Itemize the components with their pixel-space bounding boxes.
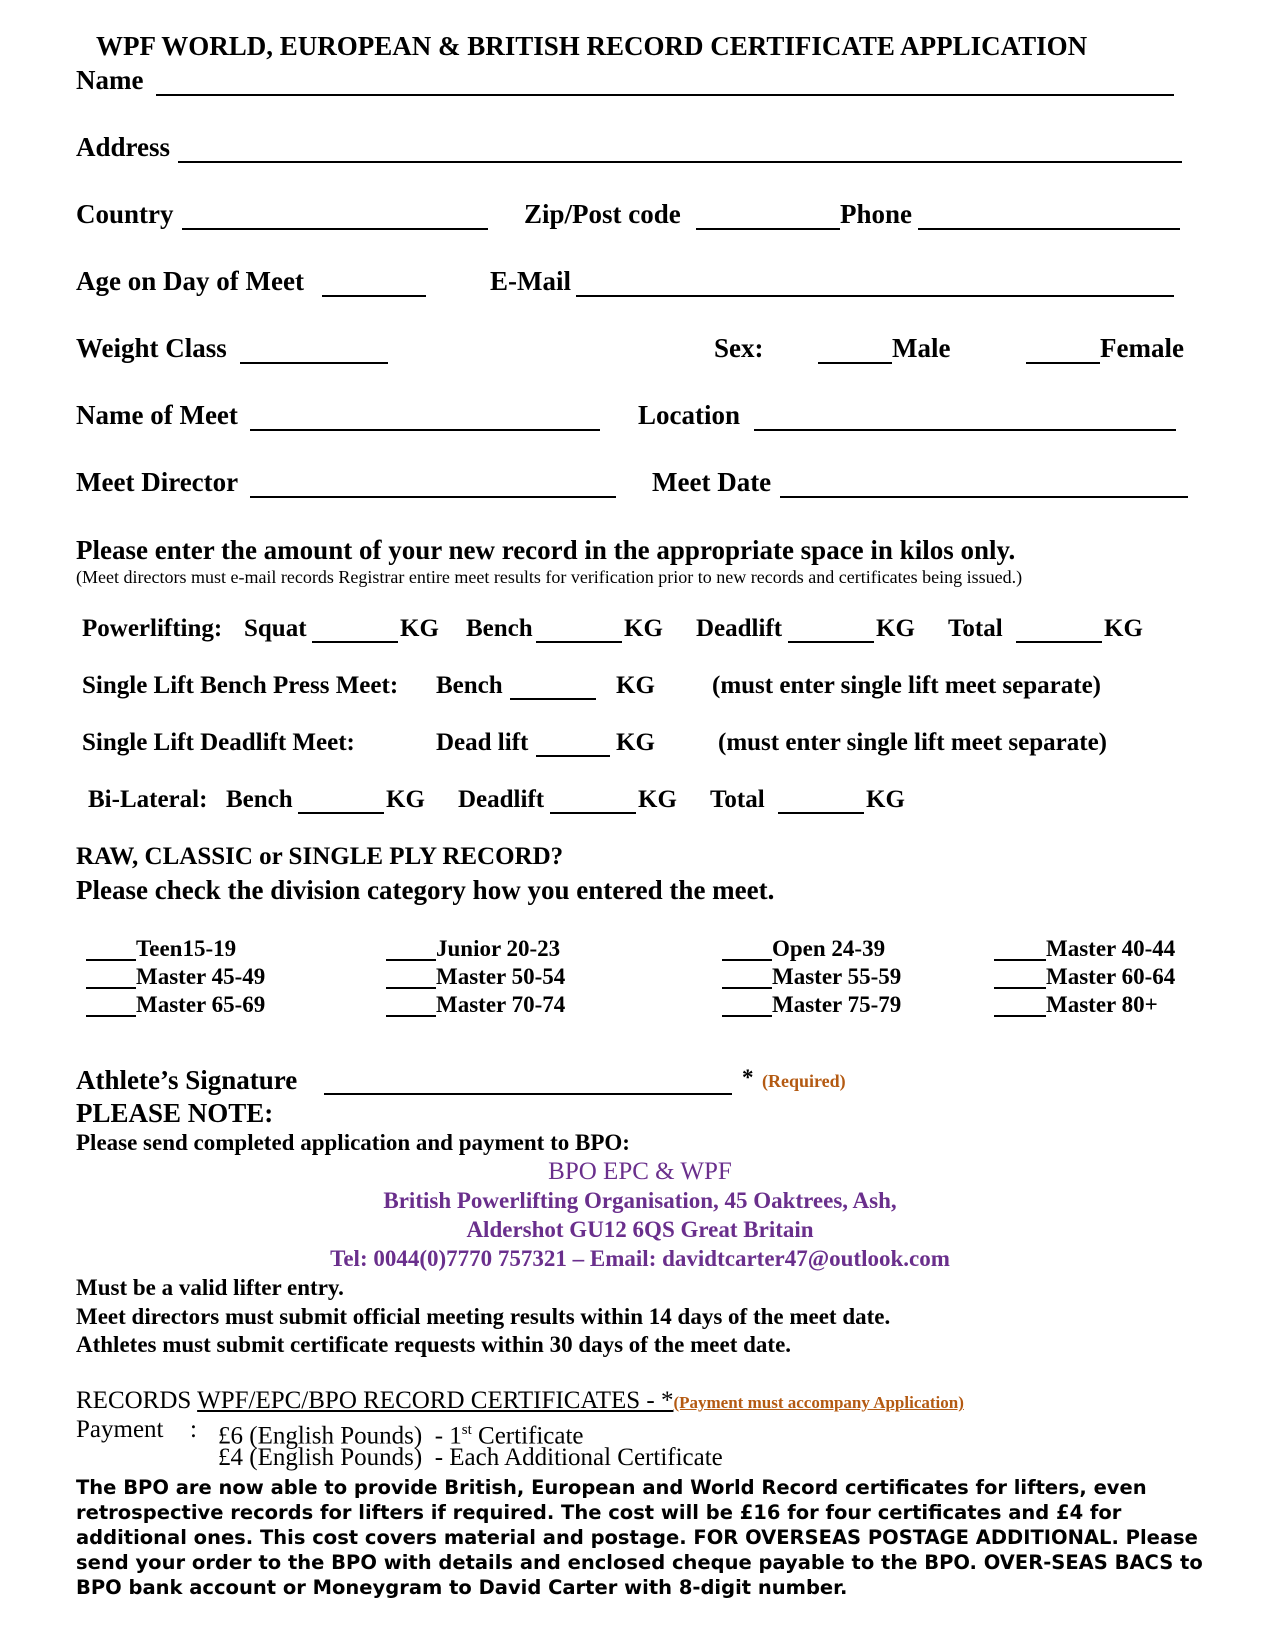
division-instruction: Please check the division category how you entered the meet. [76, 875, 775, 905]
payment-line-2 [218, 1443, 723, 1473]
pl-total-unit: KG [1104, 615, 1143, 642]
name-label: Name [76, 65, 144, 95]
sb-bench-field[interactable] [510, 698, 596, 700]
payment-label: Payment [76, 1416, 164, 1443]
pl-total-label: Total [948, 615, 1003, 642]
record-note: (Meet directors must e-mail records Registrar entire meet results for verification prior to new records and certificates being issued.) [76, 567, 1023, 587]
sd-deadlift-label: Dead lift [436, 729, 529, 756]
division-checkbox-line[interactable] [386, 959, 436, 961]
payment-2-desc: - Each Additional Certificate [434, 1444, 723, 1471]
bl-deadlift-unit: KG [638, 786, 677, 813]
phone-field[interactable] [918, 228, 1180, 230]
address-field[interactable] [178, 161, 1182, 163]
record-instruction: Please enter the amount of your new record in the appropriate space in kilos only. [76, 535, 1016, 565]
division-option-label: Master 70-74 [436, 992, 566, 1017]
pl-deadlift-unit: KG [876, 615, 915, 642]
sd-deadlift-unit: KG [616, 729, 655, 756]
division-checkbox-line[interactable] [86, 1015, 136, 1017]
signature-asterisk: * [742, 1065, 754, 1090]
signature-field[interactable] [324, 1093, 732, 1095]
squat-label: Squat [244, 615, 307, 642]
location-label: Location [638, 400, 741, 430]
single-deadlift-label: Single Lift Deadlift Meet: [82, 729, 355, 756]
division-checkbox-line[interactable] [722, 1015, 772, 1017]
pl-bench-label: Bench [466, 615, 533, 642]
age-field[interactable] [322, 295, 426, 297]
sex-label: Sex: [714, 333, 764, 363]
location-field[interactable] [754, 429, 1176, 431]
payment-2-amount: £4 (English Pounds) [218, 1444, 423, 1471]
division-option-label: Master 40-44 [1046, 936, 1176, 961]
division-option-label: Master 60-64 [1046, 964, 1176, 989]
division-checkbox-line[interactable] [86, 987, 136, 989]
weight-class-field[interactable] [240, 362, 388, 364]
division-question: RAW, CLASSIC or SINGLE PLY RECORD? [76, 843, 564, 870]
payment-1-desc-pre: - 1 [434, 1422, 462, 1450]
meet-name-field[interactable] [250, 429, 600, 431]
division-checkbox-line[interactable] [994, 987, 1046, 989]
please-note-heading: PLEASE NOTE: [76, 1098, 274, 1128]
payment-1-sup: st [461, 1422, 472, 1438]
pl-deadlift-field[interactable] [788, 641, 874, 643]
division-option-label: Master 55-59 [772, 964, 902, 989]
payment-1-amount: £6 (English Pounds) [218, 1422, 423, 1450]
bl-total-unit: KG [866, 786, 905, 813]
male-label: Male [892, 333, 951, 363]
country-label: Country [76, 199, 174, 229]
bl-bench-label: Bench [226, 786, 293, 813]
payment-paragraph: The BPO are now able to provide British, European and World Record certificates for lifters, even retrospective records for lifters if required. The cost will be £16 for four certificates and £4 for additional ones. This cost covers material and postage. FOR OVERSEAS POSTAGE ADDITIONAL. Please send your order to the BPO with details and enclosed cheque payable to the BPO. OVER-SEAS BACS to BPO bank account or Moneygram to David Carter with 8-digit number. [76, 1476, 1203, 1599]
division-option-label: Master 45-49 [136, 964, 266, 989]
meet-name-label: Name of Meet [76, 400, 238, 430]
division-option-label: Master 50-54 [436, 964, 566, 989]
female-checkbox-line[interactable] [1026, 362, 1100, 364]
division-option-label: Teen15-19 [136, 936, 237, 961]
phone-label: Phone [840, 199, 913, 229]
zip-field[interactable] [696, 228, 840, 230]
single-bench-label: Single Lift Bench Press Meet: [82, 672, 399, 699]
records-prefix: RECORDS [76, 1387, 198, 1414]
records-heading-text: WPF/EPC/BPO RECORD CERTIFICATES - * [197, 1387, 674, 1414]
signature-label: Athlete’s Signature [76, 1065, 298, 1095]
bl-total-field[interactable] [778, 812, 864, 814]
address-label: Address [76, 132, 171, 162]
zip-label: Zip/Post code [524, 199, 681, 229]
meet-date-field[interactable] [780, 496, 1188, 498]
weight-class-label: Weight Class [76, 333, 227, 363]
meet-director-label: Meet Director [76, 467, 239, 497]
division-checkbox-line[interactable] [994, 959, 1046, 961]
rule-athlete-submit: Athletes must submit certificate requests within 30 days of the meet date. [76, 1332, 792, 1357]
division-option-label: Master 65-69 [136, 992, 266, 1017]
pl-bench-field[interactable] [536, 641, 622, 643]
payment-colon: : [190, 1416, 197, 1443]
email-field[interactable] [576, 295, 1174, 297]
division-option-label: Junior 20-23 [436, 936, 561, 961]
female-label: Female [1100, 333, 1184, 363]
division-checkbox-line[interactable] [994, 1015, 1046, 1017]
sd-note: (must enter single lift meet separate) [718, 729, 1108, 756]
bl-deadlift-field[interactable] [550, 812, 636, 814]
name-field[interactable] [156, 94, 1174, 96]
org-address-1: British Powerlifting Organisation, 45 Oaktrees, Ash, [383, 1188, 897, 1213]
division-checkbox-line[interactable] [386, 987, 436, 989]
bl-total-label: Total [710, 786, 765, 813]
signature-required: (Required) [762, 1071, 846, 1091]
payment-required-note: (Payment must accompany Application) [673, 1393, 964, 1412]
squat-unit: KG [400, 615, 439, 642]
division-checkbox-line[interactable] [722, 959, 772, 961]
meet-director-field[interactable] [250, 496, 616, 498]
pl-deadlift-label: Deadlift [696, 615, 783, 642]
male-checkbox-line[interactable] [818, 362, 892, 364]
powerlifting-label: Powerlifting: [82, 615, 223, 642]
pl-total-field[interactable] [1016, 641, 1102, 643]
division-checkbox-line[interactable] [722, 987, 772, 989]
country-field[interactable] [182, 228, 488, 230]
sb-bench-unit: KG [616, 672, 655, 699]
bl-bench-field[interactable] [298, 812, 384, 814]
division-checkbox-line[interactable] [386, 1015, 436, 1017]
bl-bench-unit: KG [386, 786, 425, 813]
sb-note: (must enter single lift meet separate) [712, 672, 1102, 699]
email-label: E-Mail [490, 266, 571, 296]
form-title: WPF WORLD, EUROPEAN & BRITISH RECORD CERTIFICATE APPLICATION [96, 31, 1088, 61]
org-address-2: Aldershot GU12 6QS Great Britain [466, 1217, 814, 1242]
org-name: BPO EPC & WPF [548, 1158, 732, 1185]
payment-label-wrap [76, 1415, 164, 1445]
rule-valid-entry: Must be a valid lifter entry. [76, 1275, 344, 1300]
division-option-label: Open 24-39 [772, 936, 886, 961]
division-option-label: Master 75-79 [772, 992, 902, 1017]
records-heading [76, 1386, 964, 1418]
pl-bench-unit: KG [624, 615, 663, 642]
sb-bench-label: Bench [436, 672, 503, 699]
bl-deadlift-label: Deadlift [458, 786, 545, 813]
org-contact: Tel: 0044(0)7770 757321 – Email: davidtcarter47@outlook.com [330, 1246, 950, 1271]
squat-field[interactable] [312, 641, 398, 643]
age-label: Age on Day of Meet [76, 266, 304, 296]
payment-1-desc-post: Certificate [471, 1422, 584, 1450]
bilateral-label: Bi-Lateral: [88, 786, 208, 813]
division-option-label: Master 80+ [1046, 992, 1158, 1017]
meet-date-label: Meet Date [652, 467, 772, 497]
rule-director-submit: Meet directors must submit official meeting results within 14 days of the meet date. [76, 1304, 891, 1329]
send-to-text: Please send completed application and payment to BPO: [76, 1130, 630, 1155]
sd-deadlift-field[interactable] [536, 755, 610, 757]
division-checkbox-line[interactable] [86, 959, 136, 961]
